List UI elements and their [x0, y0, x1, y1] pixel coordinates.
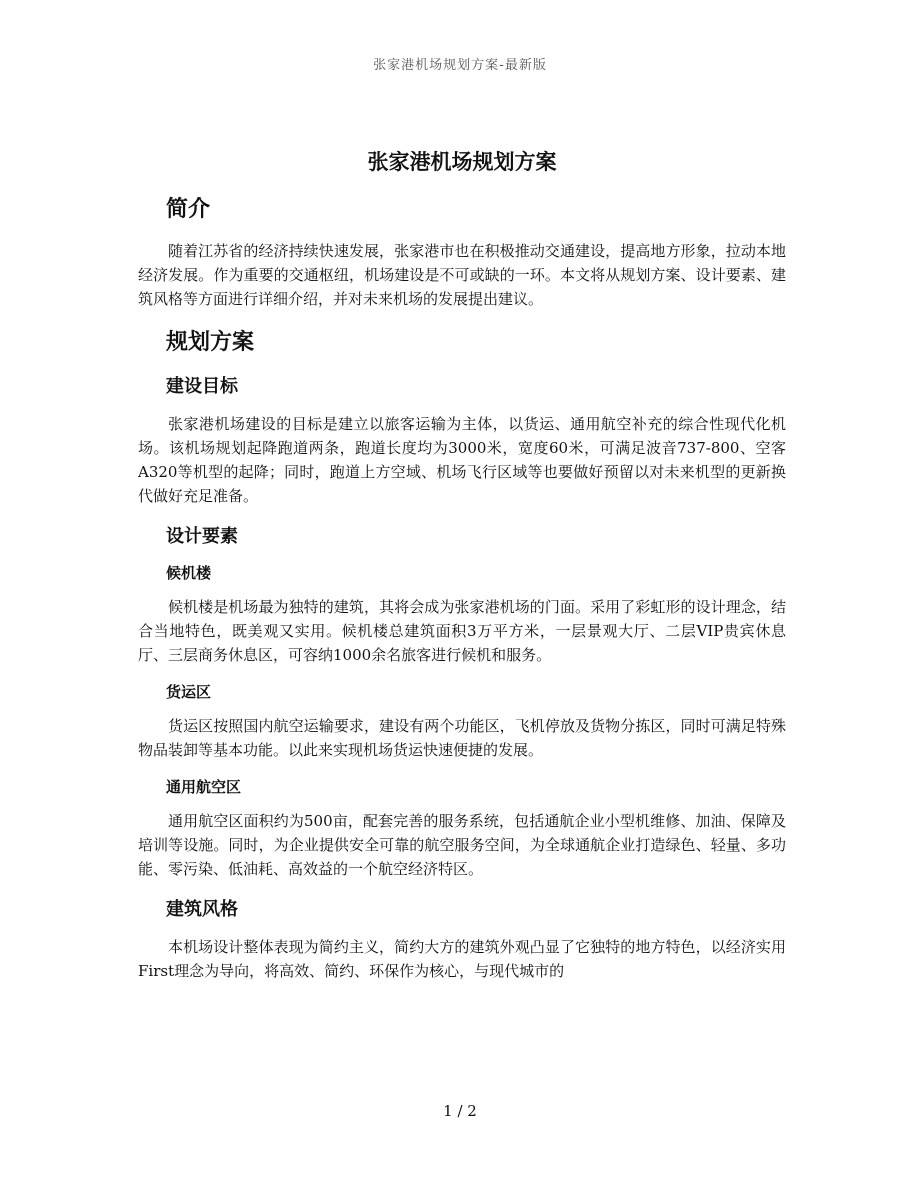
heading-style: 建筑风格 — [166, 899, 238, 920]
running-header: 张家港机场规划方案-最新版 — [373, 58, 547, 73]
paragraph-cargo: 货运区按照国内航空运输要求，建设有两个功能区，飞机停放及货物分拣区，同时可满足特殊物品装卸等基本功能。以此来实现机场货运快速便捷的发展。 — [138, 717, 786, 759]
paragraph-terminal: 候机楼是机场最为独特的建筑，其将会成为张家港机场的门面。采用了彩虹形的设计理念，结合当地特色，既美观又实用。候机楼总建筑面积3万平方米，一层景观大厅、二层VIP贵宾休息厅、三层商务休息区，可容纳1000余名旅客进行候机和服务。 — [138, 598, 786, 664]
heading-general-aviation: 通用航空区 — [166, 778, 242, 796]
heading-goals: 建设目标 — [166, 376, 238, 397]
paragraph-intro: 随着江苏省的经济持续快速发展，张家港市也在积极推动交通建设，提高地方形象，拉动本地经济发展。作为重要的交通枢纽，机场建设是不可或缺的一环。本文将从规划方案、设计要素、建筑风格等方面进行详细介绍，并对未来机场的发展提出建议。 — [138, 242, 786, 308]
page-number: 1 / 2 — [443, 1102, 477, 1120]
heading-terminal: 候机楼 — [166, 564, 212, 582]
paragraph-general-aviation: 通用航空区面积约为500亩，配套完善的服务系统，包括通航企业小型机维修、加油、保障及培训等设施。同时，为企业提供安全可靠的航空服务空间，为全球通航企业打造绿色、轻量、多功能、零污染、低油耗、高效益的一个航空经济特区。 — [138, 812, 786, 878]
heading-design: 设计要素 — [166, 526, 238, 547]
heading-intro: 简介 — [166, 197, 211, 222]
document-title: 张家港机场规划方案 — [367, 150, 557, 174]
heading-cargo: 货运区 — [166, 683, 212, 701]
document-body — [138, 146, 786, 997]
paragraph-style: 本机场设计整体表现为简约主义，简约大方的建筑外观凸显了它独特的地方特色，以经济实用First理念为导向，将高效、简约、环保作为核心，与现代城市的 — [138, 938, 786, 980]
heading-plan: 规划方案 — [166, 330, 255, 355]
paragraph-goals: 张家港机场建设的目标是建立以旅客运输为主体，以货运、通用航空补充的综合性现代化机场。该机场规划起降跑道两条，跑道长度均为3000米，宽度60米，可满足波音737-800、空客A320等机型的起降；同时，跑道上方空域、机场飞行区域等也要做好预留以对未来机型的更新换代做好充足准备。 — [138, 415, 786, 505]
